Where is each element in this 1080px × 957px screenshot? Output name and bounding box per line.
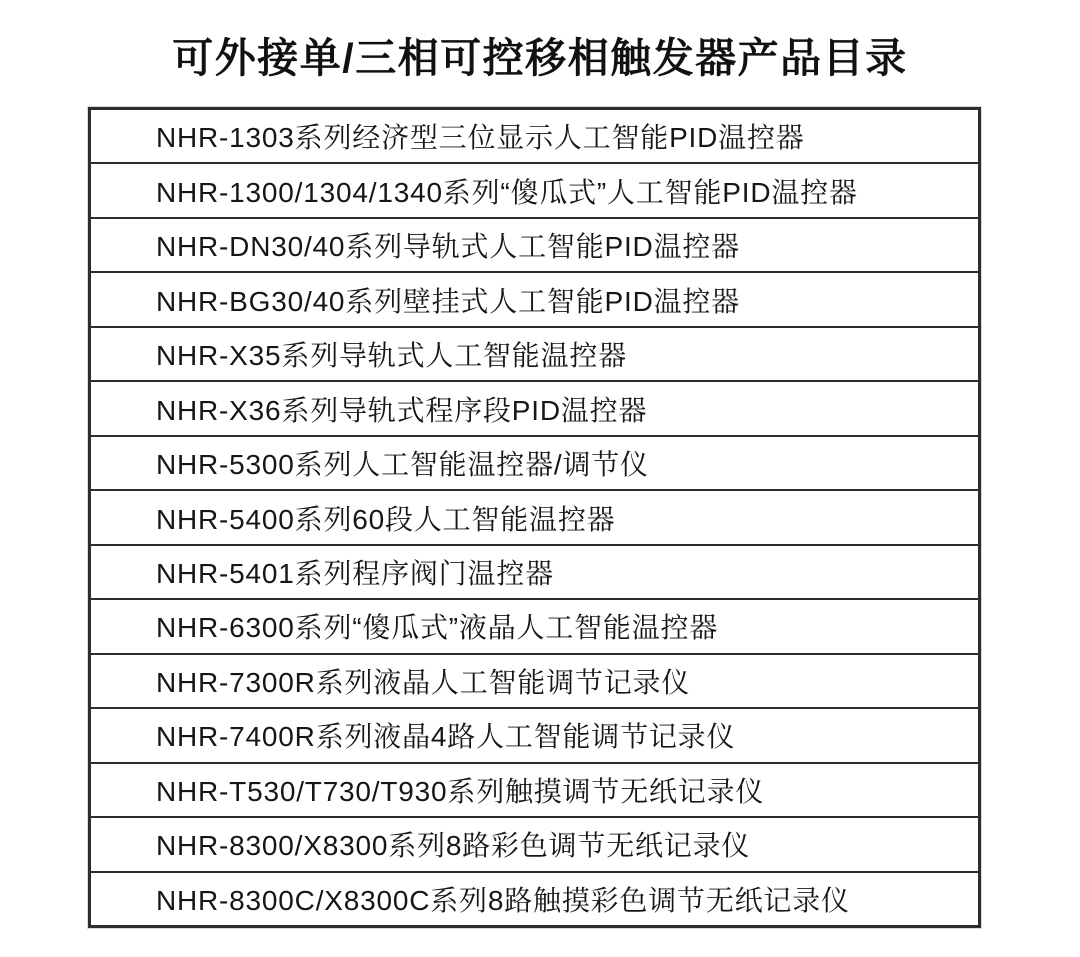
table-row — [91, 382, 978, 436]
table-row — [91, 437, 978, 491]
product-name: NHR-8300/X8300系列8路彩色调节无纸记录仪 — [156, 830, 751, 862]
product-name: NHR-1300/1304/1340系列“傻瓜式”人工智能PID温控器 — [156, 176, 858, 208]
product-name: NHR-5401系列程序阀门温控器 — [156, 557, 554, 589]
table-row — [91, 764, 978, 818]
product-name: NHR-7400R系列液晶4路人工智能调节记录仪 — [156, 721, 736, 753]
table-row — [91, 873, 978, 925]
product-name: NHR-5300系列人工智能温控器/调节仪 — [156, 449, 649, 481]
table-row — [91, 600, 978, 654]
table-row — [91, 110, 978, 164]
table-row — [91, 328, 978, 382]
product-name: NHR-1303系列经济型三位显示人工智能PID温控器 — [156, 122, 805, 154]
table-row — [91, 164, 978, 218]
product-name: NHR-5400系列60段人工智能温控器 — [156, 503, 616, 535]
table-row — [91, 818, 978, 872]
product-name: NHR-DN30/40系列导轨式人工智能PID温控器 — [156, 231, 740, 263]
product-name: NHR-X36系列导轨式程序段PID温控器 — [156, 394, 648, 426]
product-name: NHR-T530/T730/T930系列触摸调节无纸记录仪 — [156, 775, 765, 807]
product-name: NHR-7300R系列液晶人工智能调节记录仪 — [156, 666, 691, 698]
table-row — [91, 655, 978, 709]
table-row — [91, 219, 978, 273]
product-name: NHR-6300系列“傻瓜式”液晶人工智能温控器 — [156, 612, 719, 644]
table-row — [91, 709, 978, 763]
table-row — [91, 546, 978, 600]
table-row — [91, 491, 978, 545]
product-name: NHR-BG30/40系列壁挂式人工智能PID温控器 — [156, 285, 740, 317]
page-title: 可外接单/三相可控移相触发器产品目录 — [172, 35, 908, 81]
product-catalog-table — [88, 107, 981, 928]
product-name: NHR-X35系列导轨式人工智能温控器 — [156, 340, 628, 372]
table-row — [91, 273, 978, 327]
product-name: NHR-8300C/X8300C系列8路触摸彩色调节无纸记录仪 — [156, 884, 850, 916]
